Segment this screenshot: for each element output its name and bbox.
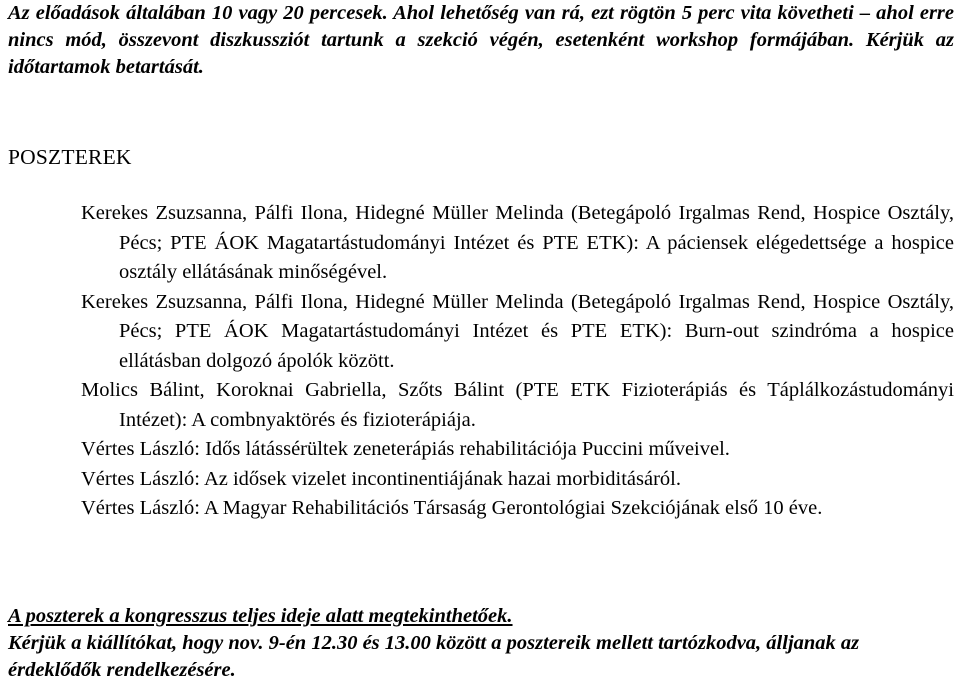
poster-item: Vértes László: Az idősek vizelet incontinentiájának hazai morbiditásáról.	[81, 467, 681, 490]
poster-item: Kerekes Zsuzsanna, Pálfi Ilona, Hidegné Müller Melinda (Betegápoló Irgalmas Rend, Hospice Osztály, Pécs; PTE ÁOK Magatartástudományi Intézet és PTE ETK): A páciensek elégedettsége a hospice osztály ellátásának minőségével.	[81, 202, 954, 283]
posters-heading: POSZTEREK	[8, 145, 132, 169]
poster-viewing-note: A poszterek a kongresszus teljes ideje alatt megtekinthetőek.	[8, 605, 513, 627]
poster-list	[81, 199, 954, 524]
poster-item: Molics Bálint, Koroknai Gabriella, Szőts Bálint (PTE ETK Fizioterápiás és Táplálkozástudományi Intézet): A combnyaktörés és fizioterápiája.	[81, 379, 954, 431]
intro-paragraph: Az előadások általában 10 vagy 20 percesek. Ahol lehetőség van rá, ezt rögtön 5 perc vita követheti – ahol erre nincs mód, összevont diszkussziót tartunk a szekció végén, esetenként workshop formájában. Kérjük az időtartamok betartását.	[8, 2, 954, 78]
poster-item: Vértes László: Idős látássérültek zeneterápiás rehabilitációja Puccini műveivel.	[81, 438, 730, 460]
exhibitor-request-note: Kérjük a kiállítókat, hogy nov. 9-én 12.30 és 13.00 között a posztereik mellett tartózkodva, álljanak az érdeklődők rendelkezésére.	[8, 632, 860, 681]
closing-notes	[8, 603, 954, 684]
poster-item: Vértes László: A Magyar Rehabilitációs Társaság Gerontológiai Szekciójának első 10 éve.	[81, 497, 823, 519]
poster-item: Kerekes Zsuzsanna, Pálfi Ilona, Hidegné Müller Melinda (Betegápoló Irgalmas Rend, Hospice Osztály, Pécs; PTE ÁOK Magatartástudományi Intézet és PTE ETK): Burn-out szindróma a hospice ellátásban dolgozó ápolók között.	[81, 290, 954, 372]
